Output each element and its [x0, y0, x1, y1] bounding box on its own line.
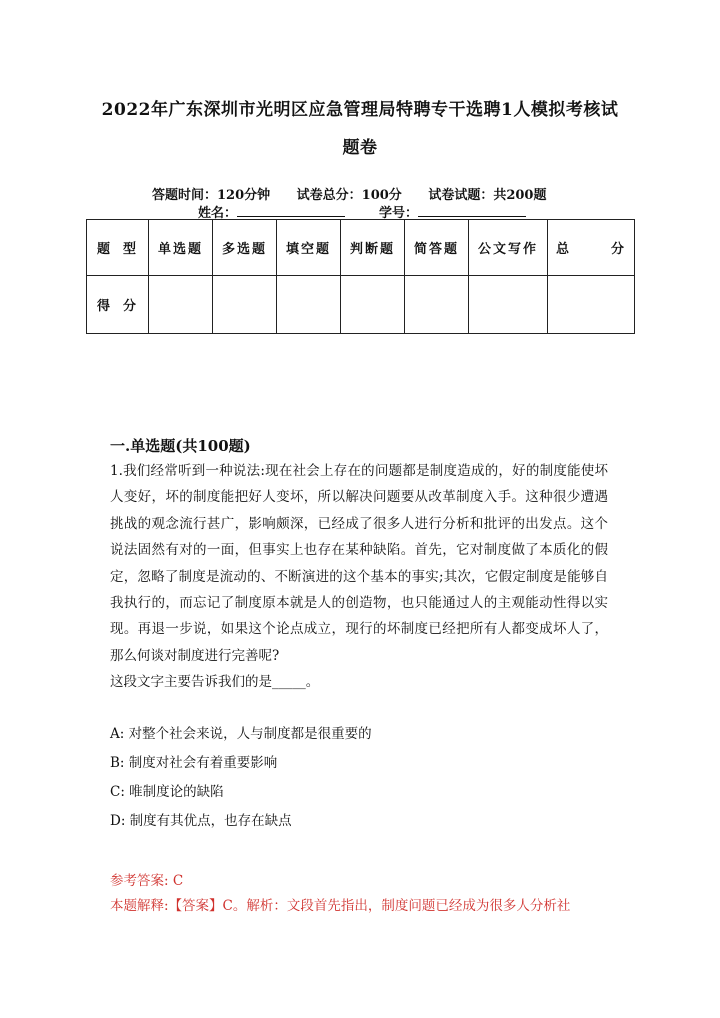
- exam-title-line-2: 题卷: [342, 138, 378, 158]
- section-heading: 一.单选题(共100题): [110, 437, 251, 455]
- option-a[interactable]: A: 对整个社会来说，人与制度都是很重要的: [110, 726, 372, 742]
- option-b[interactable]: B: 制度对社会有着重要影响: [110, 755, 278, 771]
- col-official-writing: 公文写作: [469, 220, 548, 276]
- exam-info-row: [152, 184, 568, 203]
- option-list: [110, 720, 372, 836]
- col-multiple-choice: 多选题: [213, 220, 277, 276]
- exam-time: 答题时间：120分钟: [152, 188, 271, 203]
- score-cell[interactable]: [469, 276, 548, 334]
- col-short-answer: 简答题: [405, 220, 469, 276]
- option-c[interactable]: C: 唯制度论的缺陷: [110, 784, 224, 800]
- student-id-label: 学号：: [379, 206, 419, 221]
- score-cell[interactable]: [277, 276, 341, 334]
- score-cell[interactable]: [149, 276, 213, 334]
- option-d[interactable]: D: 制度有其优点，也存在缺点: [110, 813, 292, 829]
- score-table: [86, 219, 635, 334]
- answer-explanation: 本题解释:【答案】C。解析：文段首先指出，制度问题已经成为很多人分析社: [110, 898, 571, 914]
- score-cell[interactable]: [213, 276, 277, 334]
- question-1: [110, 458, 608, 696]
- name-label: 姓名：: [198, 206, 238, 221]
- exam-total-questions: 试卷试题：共200题: [428, 188, 547, 203]
- row-label-score: 得分: [87, 276, 149, 334]
- col-true-false: 判断题: [341, 220, 405, 276]
- student-id-blank[interactable]: [418, 204, 526, 217]
- reference-answer: 参考答案: C: [110, 873, 184, 889]
- exam-title-line-1: 2022年广东深圳市光明区应急管理局特聘专干选聘1人模拟考核试: [101, 100, 619, 120]
- col-total: 总分: [548, 220, 635, 276]
- score-table-score-row: [87, 276, 635, 334]
- score-cell[interactable]: [548, 276, 635, 334]
- score-table-header-row: [87, 220, 635, 276]
- name-blank[interactable]: [237, 204, 345, 217]
- score-cell[interactable]: [341, 276, 405, 334]
- col-single-choice: 单选题: [149, 220, 213, 276]
- row-label-type: 题型: [87, 220, 149, 276]
- score-cell[interactable]: [405, 276, 469, 334]
- question-prompt: 这段文字主要告诉我们的是_____。: [110, 674, 320, 691]
- exam-total-score: 试卷总分：100分: [296, 188, 402, 203]
- col-fill-blank: 填空题: [277, 220, 341, 276]
- question-stem: 1.我们经常听到一种说法:现在社会上存在的问题都是制度造成的，好的制度能使坏人变好，坏的制度能把好人变坏，所以解决问题要从改革制度入手。这种很少遭遇挑战的观念流行甚广，影响颇深，已经成了很多人进行分析和批评的出发点。这个说法固然有对的一面，但事实上也存在某种缺陷。首先，它对制度做了本质化的假定，忽略了制度是流动的、不断演进的这个基本的事实;其次，它假定制度是能够自我执行的，而忘记了制度原本就是人的创造物，也只能通过人的主观能动性得以实现。再退一步说，如果这个论点成立，现行的坏制度已经把所有人都变成坏人了，那么何谈对制度进行完善呢?: [110, 463, 608, 664]
